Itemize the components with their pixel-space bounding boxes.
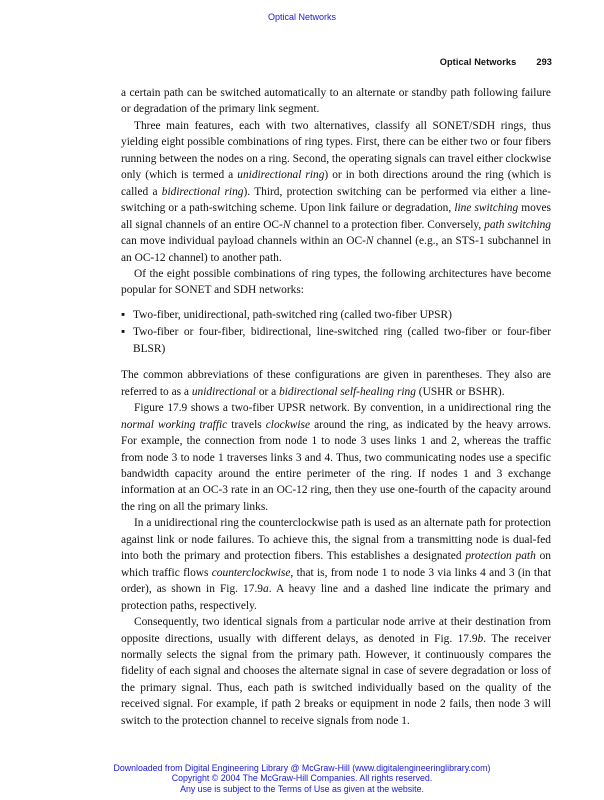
paragraph-5: Figure 17.9 shows a two-fiber UPSR network. By convention, in a unidirectional ring the normal working traffic travels clockwise around the ring, as indicated by the heavy arrows. For example, the connection from node 1 to node 3 uses links 1 and 2, whereas the traffic from node 3 to node 1 traverses links 3 and 4. Thus, two communicating nodes use a specific bandwidth capacity around the entire perimeter of the ring. If nodes 1 and 3 exchange information at an OC-3 rate in an OC-12 ring, then they use one-fourth of the capacity around the ring on all the primary links.	[121, 402, 551, 513]
footer-terms[interactable]: Any use is subject to the Terms of Use as given at the website.	[180, 783, 424, 794]
footer-copyright: Copyright © 2004 The McGraw-Hill Companies. All rights reserved.	[171, 773, 433, 784]
list-item: ▪ Two-fiber or four-fiber, bidirectional, line-switched ring (called two-fiber or four-fiber BLSR)	[121, 326, 551, 355]
running-head	[440, 57, 552, 67]
bullet-icon: ▪	[121, 326, 126, 339]
paragraph-1: a certain path can be switched automatically to an alternate or standby path following failure or degradation of the primary link segment.	[121, 87, 551, 116]
top-header-link[interactable]: Optical Networks	[267, 12, 337, 22]
paragraph-7: Consequently, two identical signals from a particular node arrive at their destination from opposite directions, usually with different delays, as denoted in Fig. 17.9b. The receiver normally selects the signal from the primary path. However, it continuously compares the fidelity of each signal and chooses the alternate signal in case of severe degradation or loss of the primary signal. Thus, each path is switched individually based on the quality of the received signal. For example, if path 2 breaks or equipment in node 2 fails, then node 3 will switch to the protection channel to receive signals from node 1.	[121, 616, 551, 727]
paragraph-4: The common abbreviations of these configurations are given in parentheses. They also are referred to as a unidirectional or a bidirectional self-healing ring (USHR or BSHR).	[121, 369, 551, 398]
page-body	[121, 85, 551, 729]
paragraph-6: In a unidirectional ring the counterclockwise path is used as an alternate path for protection against link or node failures. To achieve this, the signal from a transmitting node is dual-fed into both the primary and protection fibers. This establishes a designated protection path on which traffic flows counterclockwise, that is, from node 1 to node 3 via links 4 and 3 (in that order), as shown in Fig. 17.9a. A heavy line and a dashed line indicate the primary and protection paths, respectively.	[121, 517, 551, 612]
page-number: 293	[536, 57, 552, 67]
architecture-list	[121, 307, 551, 357]
footer	[0, 763, 604, 794]
running-title: Optical Networks	[439, 57, 517, 67]
bullet-icon: ▪	[121, 308, 126, 321]
paragraph-3: Of the eight possible combinations of ring types, the following architectures have become popular for SONET and SDH networks:	[121, 267, 551, 297]
list-item: ▪ Two-fiber, unidirectional, path-switched ring (called two-fiber UPSR)	[121, 307, 551, 323]
footer-download-link[interactable]: Downloaded from Digital Engineering Library @ McGraw-Hill (www.digitalengineeringlibrary.com)	[113, 763, 491, 773]
paragraph-2: Three main features, each with two alternatives, classify all SONET/SDH rings, thus yielding eight possible combinations of ring types. First, there can be either two or four fibers running between the nodes on a ring. Second, the operating signals can travel either clockwise only (which is termed a unidirectional ring) or in both directions around the ring (which is called a bidirectional ring). Third, protection switching can be performed via either a line-switching or a path-switching scheme. Upon link failure or degradation, line switching moves all signal channels of an entire OC-N channel to a protection fiber. Conversely, path switching can move individual payload channels within an OC-N channel (e.g., an STS-1 subchannel in an OC-12 channel) to another path.	[121, 119, 552, 264]
